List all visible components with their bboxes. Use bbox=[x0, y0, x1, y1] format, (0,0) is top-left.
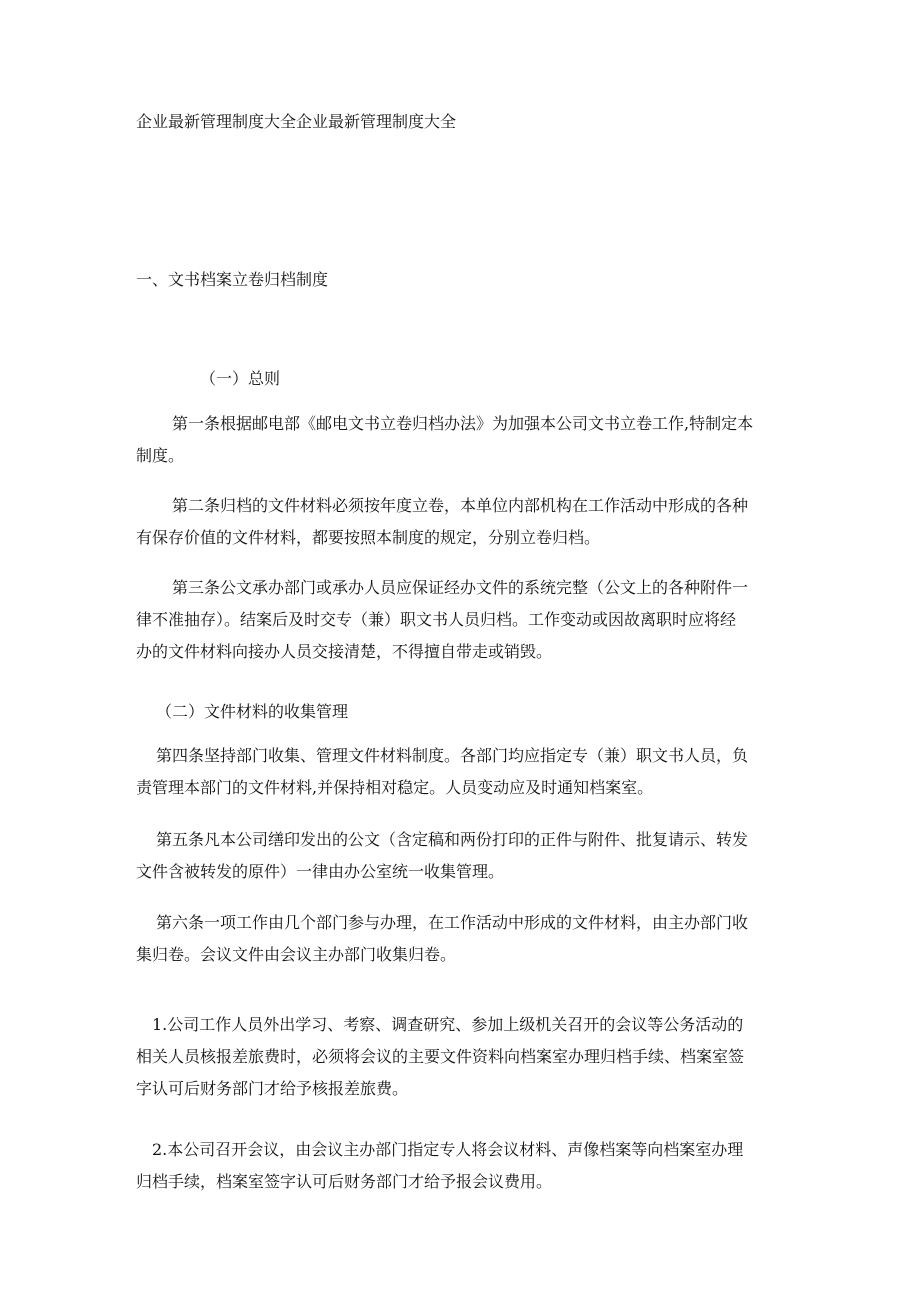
item-1-line-2: 相关人员核报差旅费时，必须将会议的主要文件资料向档案室办理归档手续、档案室签 bbox=[136, 1047, 745, 1066]
item-1 bbox=[136, 1009, 790, 1105]
item-1-line-1: 1.公司工作人员外出学习、考察、调查研究、参加上级机关召开的会议等公务活动的 bbox=[152, 1015, 744, 1034]
subsection-general-heading: （一）总则 bbox=[200, 369, 281, 388]
article-5-line-1: 第五条凡本公司缮印发出的公文（含定稿和两份打印的正件与附件、批复请示、转发 bbox=[156, 830, 749, 849]
article-3-line-3: 办的文件材料向接办人员交接清楚，不得擅自带走或销毁。 bbox=[136, 642, 553, 661]
article-1 bbox=[136, 408, 790, 472]
section-heading: 一、文书档案立卷归档制度 bbox=[136, 270, 329, 289]
item-2-line-2: 归档手续，档案室签字认可后财务部门才给予报会议费用。 bbox=[136, 1172, 553, 1191]
document-header-title: 企业最新管理制度大全企业最新管理制度大全 bbox=[136, 112, 457, 131]
article-2 bbox=[136, 490, 790, 554]
article-1-line-2: 制度。 bbox=[136, 446, 185, 465]
article-4 bbox=[136, 740, 790, 804]
article-3 bbox=[136, 572, 790, 668]
article-5 bbox=[136, 824, 790, 888]
article-6-line-1: 第六条一项工作由几个部门参与办理，在工作活动中形成的文件材料，由主办部门收 bbox=[156, 913, 749, 932]
article-2-line-1: 第二条归档的文件材料必须按年度立卷，本单位内部机构在工作活动中形成的各种 bbox=[172, 496, 749, 515]
article-1-line-1: 第一条根据邮电部《邮电文书立卷归档办法》为加强本公司文书立卷工作,特制定本 bbox=[172, 414, 754, 433]
article-3-line-2: 律不准抽存）。结案后及时交专（兼）职文书人员归档。工作变动或因故离职时应将经 bbox=[136, 610, 737, 629]
item-2 bbox=[136, 1134, 790, 1198]
item-1-line-3: 字认可后财务部门才给予核报差旅费。 bbox=[136, 1079, 409, 1098]
item-2-line-1: 2.本公司召开会议，由会议主办部门指定专人将会议材料、声像档案等向档案室办理 bbox=[152, 1140, 744, 1159]
article-5-line-2: 文件含被转发的原件）一律由办公室统一收集管理。 bbox=[136, 862, 505, 881]
subsection-collection-heading: （二）文件材料的收集管理 bbox=[156, 702, 349, 721]
article-4-line-1: 第四条坚持部门收集、管理文件材料制度。各部门均应指定专（兼）职文书人员，负 bbox=[156, 746, 749, 765]
article-6-line-2: 集归卷。会议文件由会议主办部门收集归卷。 bbox=[136, 945, 457, 964]
article-2-line-2: 有保存价值的文件材料，都要按照本制度的规定，分别立卷归档。 bbox=[136, 528, 601, 547]
article-6 bbox=[136, 907, 790, 971]
article-3-line-1: 第三条公文承办部门或承办人员应保证经办文件的系统完整（公文上的各种附件一 bbox=[172, 578, 749, 597]
article-4-line-2: 责管理本部门的文件材料,并保持相对稳定。人员变动应及时通知档案室。 bbox=[136, 778, 654, 797]
